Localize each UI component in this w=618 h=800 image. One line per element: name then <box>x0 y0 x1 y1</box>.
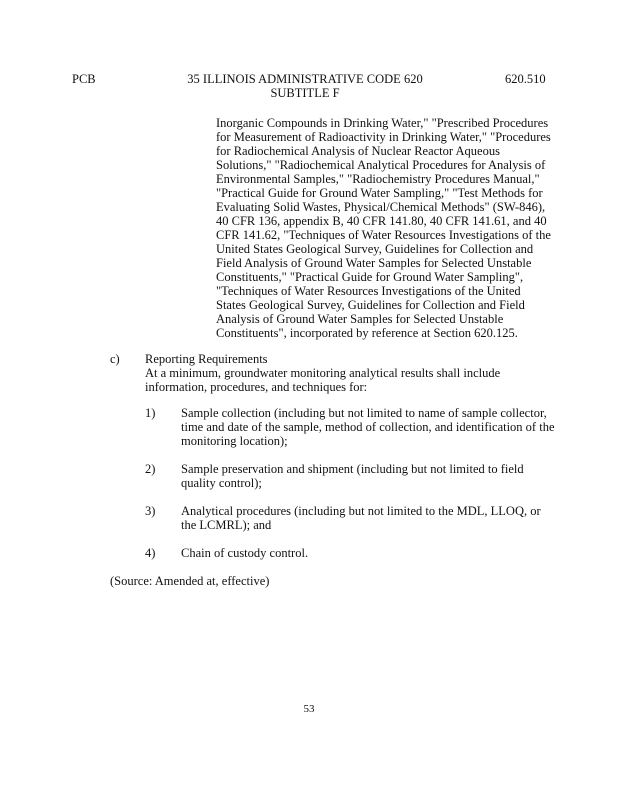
header-code-line: 35 ILLINOIS ADMINISTRATIVE CODE 620 <box>187 72 423 86</box>
header-section-number: 620.510 <box>505 72 546 86</box>
subsection-c-title: Reporting Requirements <box>145 352 268 366</box>
source-note: (Source: Amended at, effective) <box>110 574 270 588</box>
paragraph-line: Analysis of Ground Water Samples for Selected Unstable <box>216 312 504 326</box>
intro-line: information, procedures, and techniques for: <box>145 380 368 394</box>
item-line: monitoring location); <box>181 434 288 448</box>
subsection-c-label: c) <box>110 352 120 366</box>
paragraph-line: Constituents", incorporated by reference at Section 620.125. <box>216 326 518 340</box>
header-code-title <box>175 72 435 100</box>
paragraph-line: CFR 141.62, "Techniques of Water Resources Investigations of the <box>216 228 551 242</box>
item-1-number: 1) <box>145 406 156 420</box>
item-line: Sample preservation and shipment (including but not limited to field <box>181 462 524 476</box>
item-2-number: 2) <box>145 462 156 476</box>
paragraph-line: United States Geological Survey, Guidelines for Collection and <box>216 242 534 256</box>
subsection-c-intro <box>145 366 500 394</box>
item-line: time and date of the sample, method of collection, and identification of the <box>181 420 555 434</box>
item-line: Chain of custody control. <box>181 546 309 560</box>
item-line: the LCMRL); and <box>181 518 272 532</box>
paragraph-line: 40 CFR 136, appendix B, 40 CFR 141.80, 40 CFR 141.61, and 40 <box>216 214 547 228</box>
item-1-text <box>181 406 555 448</box>
item-4-text <box>181 546 308 560</box>
paragraph-line: Solutions," "Radiochemical Analytical Procedures for Analysis of <box>216 158 546 172</box>
item-line: Sample collection (including but not limited to name of sample collector, <box>181 406 547 420</box>
paragraph-line: Inorganic Compounds in Drinking Water," "Prescribed Procedures <box>216 116 549 130</box>
item-4-number: 4) <box>145 546 156 560</box>
item-line: Analytical procedures (including but not limited to the MDL, LLOQ, or <box>181 504 541 518</box>
paragraph-line: "Practical Guide for Ground Water Sampling," "Test Methods for <box>216 186 543 200</box>
header-agency: PCB <box>72 72 96 86</box>
item-3-text <box>181 504 541 532</box>
paragraph-line: "Techniques of Water Resources Investigations of the United <box>216 284 521 298</box>
item-3-number: 3) <box>145 504 156 518</box>
paragraph-line: for Radiochemical Analysis of Nuclear Reactor Aqueous <box>216 144 500 158</box>
paragraph-line: Environmental Samples," "Radiochemistry Procedures Manual," <box>216 172 540 186</box>
paragraph-line: Constituents," "Practical Guide for Ground Water Sampling", <box>216 270 524 284</box>
intro-line: At a minimum, groundwater monitoring analytical results shall include <box>145 366 501 380</box>
item-2-text <box>181 462 524 490</box>
item-line: quality control); <box>181 476 262 490</box>
header-subtitle-line: SUBTITLE F <box>270 86 340 100</box>
paragraph-line: States Geological Survey, Guidelines for Collection and Field <box>216 298 525 312</box>
paragraph-line: for Measurement of Radioactivity in Drinking Water," "Procedures <box>216 130 551 144</box>
incorporated-references-paragraph <box>216 116 551 340</box>
page-number: 53 <box>303 703 315 715</box>
paragraph-line: Field Analysis of Ground Water Samples for Selected Unstable <box>216 256 532 270</box>
paragraph-line: Evaluating Solid Wastes, Physical/Chemical Methods" (SW-846), <box>216 200 546 214</box>
